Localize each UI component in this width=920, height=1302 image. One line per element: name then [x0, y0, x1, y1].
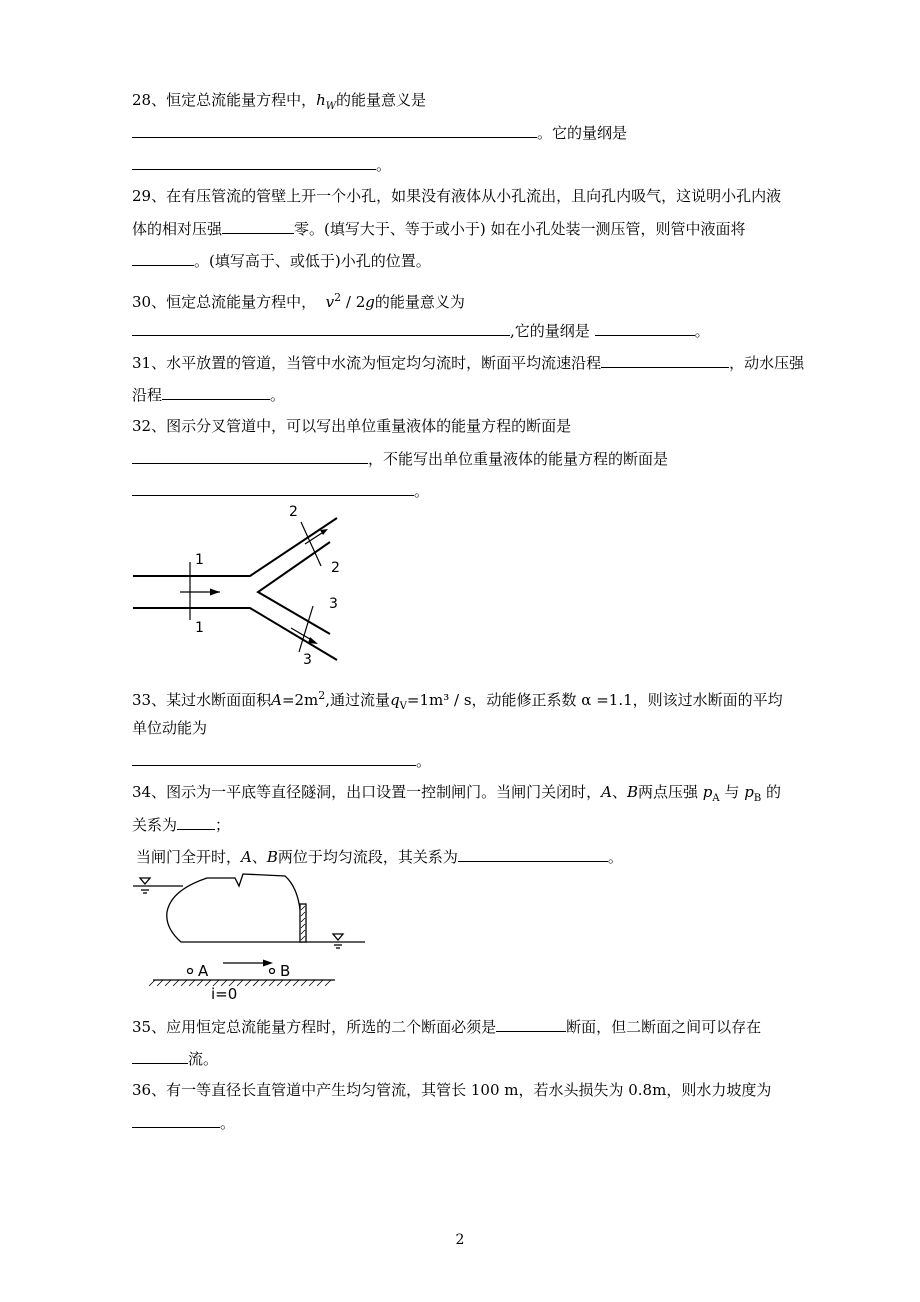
q34-line3: 当闸门全开时，A、B两位于均匀流段，其关系为 。	[136, 848, 623, 866]
tunnel-gate-figure	[125, 870, 375, 1004]
q31-line2: 沿程 。	[132, 386, 286, 404]
q33-line1: 33、某过水断面面积$A=2m^2$,通过流量$q_V=1m^3 / s$，动能修正系数 α =1.1，则该过水断面的平均	[132, 689, 783, 712]
answer-blank[interactable]	[132, 320, 510, 336]
upstream-water-symbol	[140, 878, 150, 884]
q32-line2: ，不能写出单位重量液体的能量方程的断面是	[132, 448, 668, 469]
section-1-top-label: 1	[195, 552, 204, 568]
tunnel-outline	[167, 874, 301, 942]
q34-line2: 关系为 ；	[132, 816, 231, 834]
page-number: 2	[455, 1232, 465, 1248]
q34-line1: 34、图示为一平底等直径隧洞，出口设置一控制闸门。当闸门关闭时，A、B两点压强 $p_A$ 与 $p_B$ 的	[132, 783, 781, 804]
answer-blank[interactable]	[132, 448, 368, 464]
answer-blank[interactable]	[601, 352, 729, 368]
answer-blank[interactable]	[458, 846, 608, 862]
q36-line2: 。	[132, 1112, 235, 1133]
q29-line1: 29、在有压管流的管壁上开一个小孔，如果没有液体从小孔流出，且向孔内吸气，这说明小孔内液	[132, 187, 782, 205]
q33-line2: 单位动能为	[132, 719, 208, 737]
q36-line1: 36、有一等直径长直管道中产生均匀管流，其管长 100 m，若水头损失为 0.8m，则水力坡度为	[132, 1081, 772, 1099]
answer-blank[interactable]	[132, 750, 416, 766]
section-1-bottom-label: 1	[195, 620, 204, 636]
answer-blank[interactable]	[132, 154, 376, 170]
q30-line1: 30、恒定总流能量方程中， $v^2 / 2g$的能量意义为	[132, 291, 465, 311]
point-b-marker	[270, 969, 275, 974]
section-3-bottom-label: 3	[303, 652, 312, 668]
answer-blank[interactable]	[132, 122, 537, 138]
q32-line3: 。	[132, 480, 429, 501]
point-a-label: A	[198, 962, 209, 980]
q31-line1: 31、水平放置的管道，当管中水流为恒定均匀流时，断面平均流速沿程 ，动水压强	[132, 354, 805, 372]
branch-pipe-figure	[125, 500, 365, 676]
tunnel-gate-svg	[125, 870, 375, 1000]
answer-blank[interactable]	[132, 480, 414, 496]
downstream-water-symbol	[333, 934, 343, 940]
answer-blank[interactable]	[595, 320, 695, 336]
point-a-marker	[188, 969, 193, 974]
point-b-label: B	[280, 962, 291, 980]
answer-blank[interactable]	[132, 1112, 220, 1128]
answer-blank[interactable]	[132, 250, 194, 266]
q33-line3: 。	[132, 750, 431, 771]
q29-line3: 。(填写高于、或低于)小孔的位置。	[132, 250, 431, 271]
answer-blank[interactable]	[177, 814, 215, 830]
q32-line1: 32、图示分叉管道中，可以写出单位重量液体的能量方程的断面是	[132, 417, 572, 435]
q28-line1: 28、恒定总流能量方程中，$h_W$的能量意义是	[132, 91, 427, 112]
answer-blank[interactable]	[222, 218, 294, 234]
slope-label: i=0	[211, 985, 238, 1000]
section-2-bottom-label: 2	[331, 560, 340, 576]
q30-line2: ,它的量纲是 。	[132, 320, 710, 341]
answer-blank[interactable]	[162, 384, 270, 400]
q28-line2: 。它的量纲是	[132, 122, 627, 143]
answer-blank[interactable]	[132, 1048, 188, 1064]
pipe-wall-upper	[133, 518, 337, 576]
q35-line2: 流。	[132, 1048, 218, 1069]
q35-line1: 35、应用恒定总流能量方程时，所选的二个断面必须是 断面，但二断面之间可以存在	[132, 1018, 762, 1036]
branch-pipe-svg	[125, 500, 365, 672]
section-2-top-label: 2	[289, 504, 298, 520]
bed-hatching	[149, 980, 331, 986]
answer-blank[interactable]	[496, 1016, 566, 1032]
q29-line2: 体的相对压强 零。(填写大于、等于或小于) 如在小孔处装一测压管，则管中液面将	[132, 220, 746, 238]
q28-line3: 。	[132, 154, 391, 175]
section-3-top-label: 3	[329, 596, 338, 612]
